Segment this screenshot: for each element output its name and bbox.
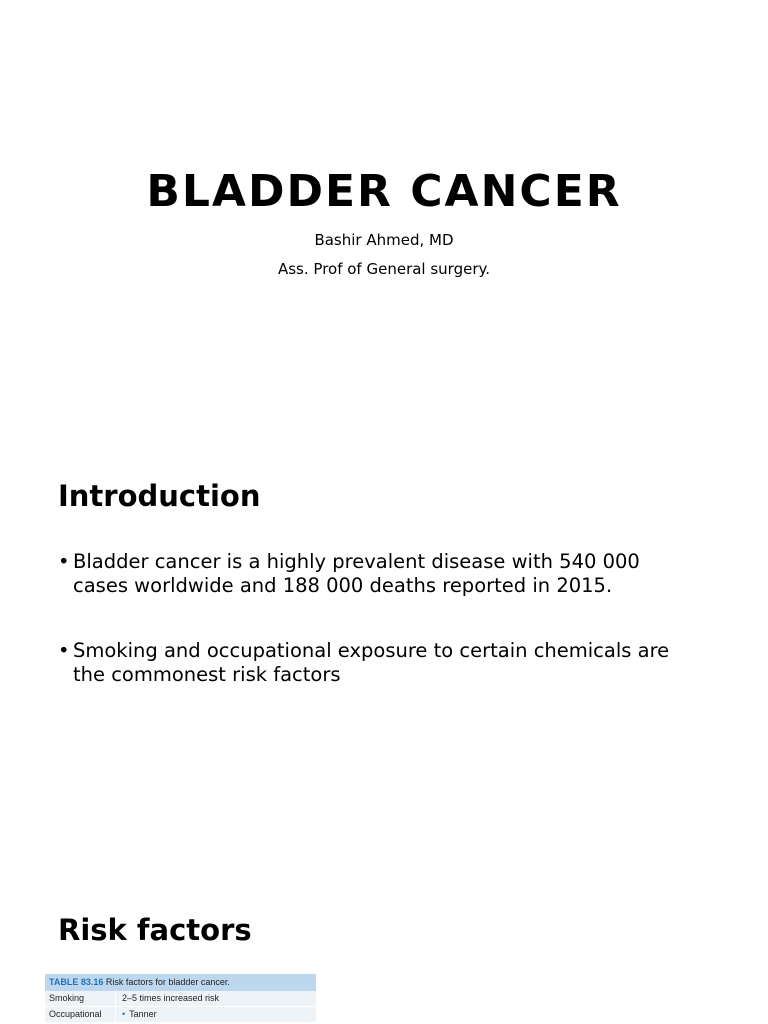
bullet-item: [58, 550, 698, 598]
title-slide: [0, 0, 768, 440]
author-name: Bashir Ahmed, MD: [314, 231, 454, 249]
risk-factors-table: [45, 974, 316, 1023]
table-caption: [45, 974, 316, 991]
introduction-slide: [0, 440, 768, 880]
slide-heading: Introduction: [58, 479, 261, 513]
bullet-text: Smoking and occupational exposure to certain chemicals are the commonest risk factors: [73, 639, 670, 686]
table-row: [45, 991, 316, 1007]
risk-factors-slide: [0, 880, 768, 1024]
table-row: [45, 1007, 316, 1023]
bullet-dot-icon: •: [58, 639, 70, 662]
table-cell-detail: 2–5 times increased risk: [122, 993, 220, 1003]
table-bullet-text: Tanner: [129, 1009, 157, 1019]
table-number: TABLE 83.16: [49, 977, 104, 987]
author-position: Ass. Prof of General surgery.: [277, 260, 491, 278]
bullet-text: Bladder cancer is a highly prevalent disease with 540 000 cases worldwide and 188 000 deaths reported in 2015.: [73, 550, 640, 597]
table-cell-factor: Smoking: [45, 991, 116, 1006]
bullet-dot-icon: •: [58, 550, 70, 573]
presentation-title: BLADDER CANCER: [146, 166, 622, 217]
table-bullet-icon: •: [122, 1009, 126, 1019]
bullet-item: [58, 639, 698, 687]
table-cell-factor: Occupational: [45, 1007, 116, 1022]
slide-heading: Risk factors: [58, 913, 252, 947]
table-caption-text: Risk factors for bladder cancer.: [105, 977, 230, 987]
table-cell-detail: [116, 1007, 157, 1022]
